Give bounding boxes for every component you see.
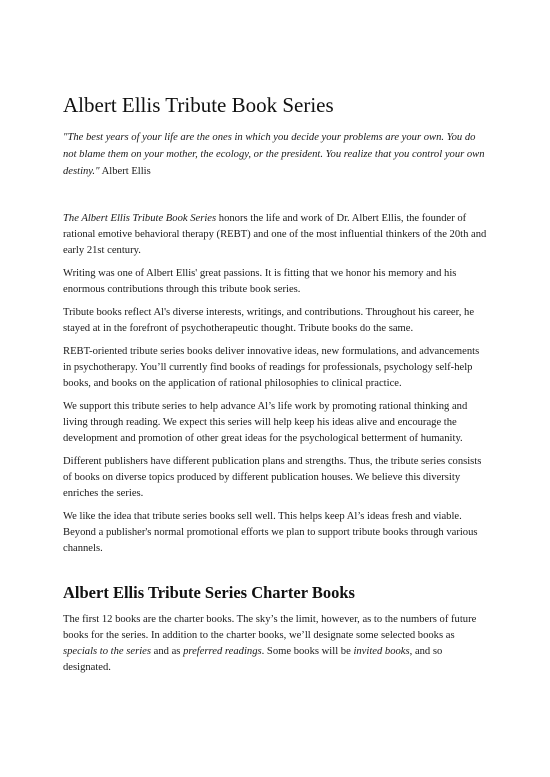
intro-rest: honors the life and work of Dr. Albert Ellis, the founder of rational emotive behavioral therapy (REBT) and one of the most influential thinkers of the 20th and early 21st century. — [63, 213, 487, 256]
series-name: The Albert Ellis Tribute Book Series — [63, 213, 217, 225]
charter-text-3: . Some books will be — [261, 645, 354, 657]
paragraph: Tribute books reflect Al's diverse interests, writings, and contributions. Throughout his career, he stayed at in the forefront of psychotherapeutic thought. Tribute books do the same. — [63, 307, 475, 334]
paragraph: We support this tribute series to help advance Al’s life work by promoting rational thinking and living through reading. We expect this series will help keep his ideas alive and encourage the development and promotion of other great ideas for the psychological betterment of humanity. — [63, 401, 468, 444]
quote-text: "The best years of your life are the ones in which you decide your problems are your own. You do not blame them on your mother, the ecology, or the president. You realize that you control your own destiny." — [63, 132, 485, 178]
epigraph-quote — [63, 129, 490, 180]
intro-paragraph — [63, 211, 490, 258]
paragraph: Writing was one of Albert Ellis' great passions. It is fitting that we honor his memory and his enormous contributions through this tribute book series. — [63, 268, 457, 295]
section-heading: Albert Ellis Tribute Series Charter Books — [63, 583, 355, 603]
paragraph: We like the idea that tribute series books sell well. This helps keep Al’s ideas fresh and viable. Beyond a publisher's normal promotional efforts we plan to support tribute books through various channels. — [63, 510, 478, 554]
charter-em-invited: invited books — [353, 645, 410, 657]
paragraph: REBT-oriented tribute series books deliver innovative ideas, new formulations, and advancements in psychotherapy. You’ll currently find books of readings for professionals, psychology self-help books, and books on the application of rational philosophies to clinical practice. — [63, 346, 480, 389]
charter-text-4: , and so designated. — [63, 645, 443, 673]
charter-em-specials: specials to the series — [63, 645, 151, 657]
charter-em-preferred: preferred readings — [183, 645, 262, 657]
quote-author: Albert Ellis — [101, 166, 151, 178]
page-title: Albert Ellis Tribute Book Series — [63, 93, 334, 117]
paragraph: Different publishers have different publication plans and strengths. Thus, the tribute series consists of books on diverse topics produced by different publication houses. We believe this diversity enriches the series. — [63, 456, 482, 499]
charter-text-2: and as — [150, 645, 184, 657]
charter-text-1: The first 12 books are the charter books. The sky’s the limit, however, as to the numbers of future books for the series. In addition to the charter books, we’ll designate some selected books as — [63, 614, 477, 641]
charter-paragraph — [63, 612, 490, 675]
